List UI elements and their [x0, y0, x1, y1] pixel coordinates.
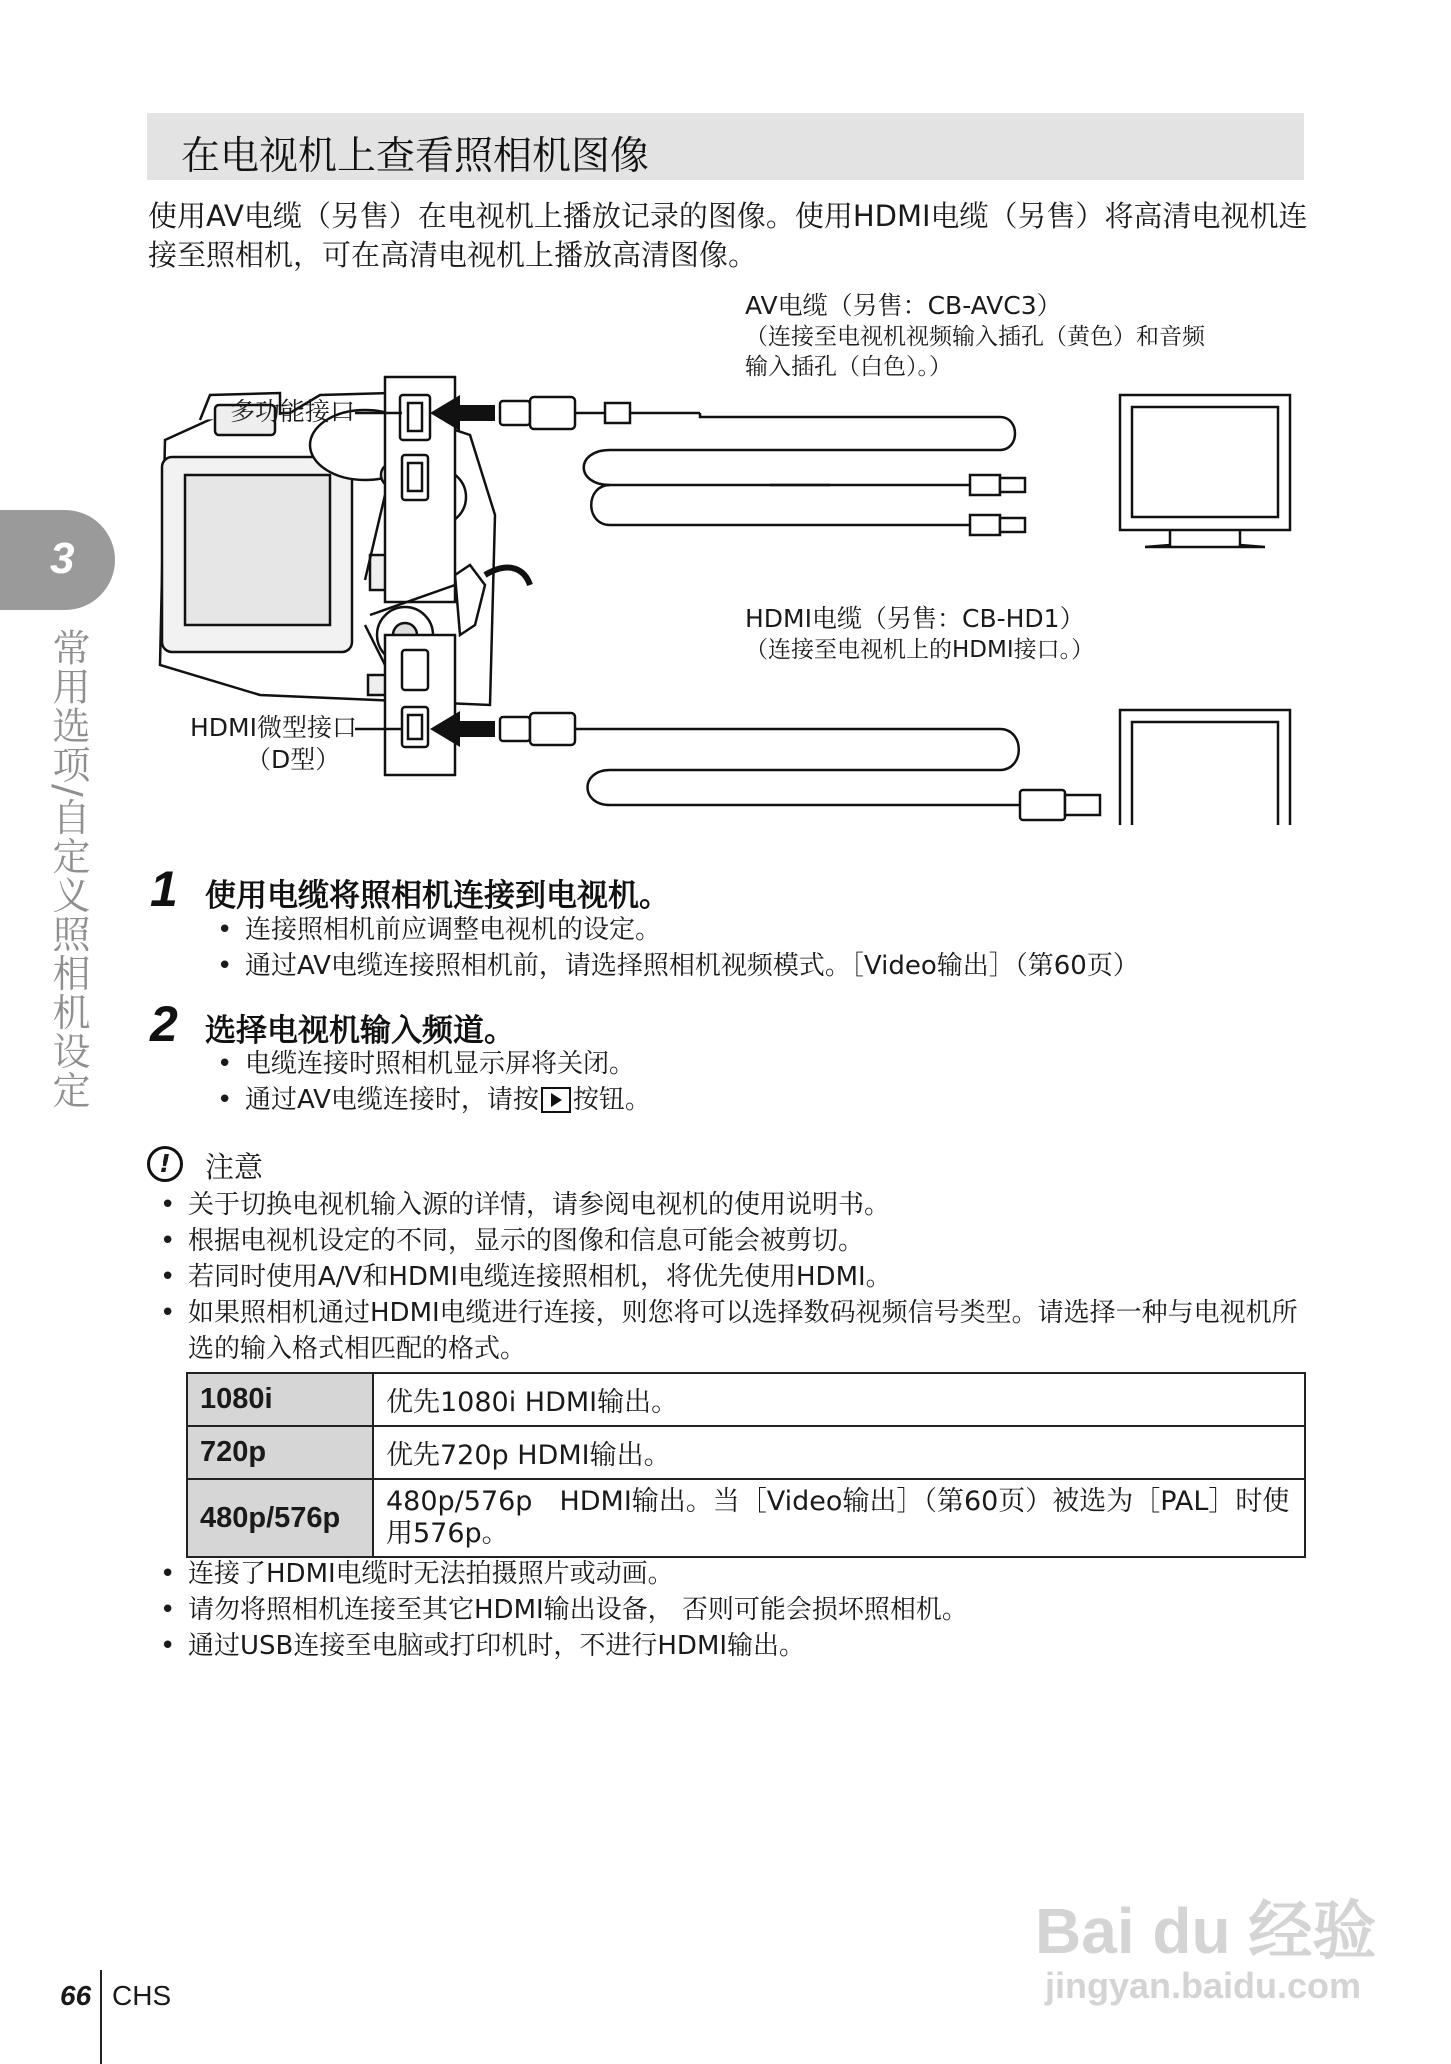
format-desc-cell: 480p/576p HDMI输出。当［Video输出］（第60页）被选为［PAL］时使用576p。 — [373, 1479, 1305, 1557]
hdmi-format-table — [186, 1372, 1306, 1558]
table-row — [187, 1373, 1305, 1426]
note-bullet-5: • 连接了HDMI电缆时无法拍摄照片或动画。 — [188, 1556, 1303, 1592]
step-1-bullet-1: • 连接照相机前应调整电视机的设定。 — [245, 912, 661, 948]
intro-paragraph: 使用AV电缆（另售）在电视机上播放记录的图像。使用HDMI电缆（另售）将高清电视机连接至照相机，可在高清电视机上播放高清图像。 — [148, 199, 1308, 272]
step-1-title: 使用电缆将照相机连接到电视机。 — [205, 878, 670, 914]
caution-icon: ! — [147, 1146, 183, 1182]
connection-diagram — [140, 285, 1320, 825]
format-desc-cell: 优先1080i HDMI输出。 — [373, 1373, 1305, 1426]
av-cable-note-1: （连接至电视机视频输入插孔（黄色）和音频 — [745, 324, 1205, 350]
step-1-number: 1 — [150, 861, 178, 917]
playback-button-icon — [541, 1087, 571, 1113]
format-cell: 1080i — [187, 1373, 373, 1426]
multi-port-label: 多功能接口 — [230, 397, 356, 426]
hdmi-cable-label: HDMI电缆（另售：CB-HD1） — [745, 604, 1085, 633]
table-row — [187, 1479, 1305, 1557]
note-title: 注意 — [205, 1150, 264, 1184]
page-number: 66 — [60, 1980, 92, 2011]
format-cell: 720p — [187, 1426, 373, 1479]
step-2-bullet-2-text-b: 按钮。 — [572, 1085, 651, 1115]
format-desc-cell: 优先720p HDMI输出。 — [373, 1426, 1305, 1479]
page-language: CHS — [112, 1980, 172, 2011]
note-bullet-7: • 通过USB连接至电脑或打印机时，不进行HDMI输出。 — [188, 1628, 1303, 1664]
chapter-title-vertical: 常用选项/自定义照相机设定 — [46, 628, 90, 1110]
hdmi-cable-note: （连接至电视机上的HDMI接口。） — [745, 637, 1095, 663]
section-title-bar — [147, 113, 1304, 180]
format-cell: 480p/576p — [187, 1479, 373, 1557]
hdmi-port-type-label: （D型） — [246, 745, 341, 774]
footer-divider — [100, 1970, 102, 2064]
av-cable-note-2: 输入插孔（白色）。） — [745, 354, 952, 380]
watermark-url: jingyan.baidu.com — [1045, 1965, 1362, 2006]
step-1-bullet-2: • 通过AV电缆连接照相机前，请选择照相机视频模式。［Video输出］（第60页） — [245, 948, 1139, 984]
watermark-brand: Bai du 经验 — [1035, 1895, 1377, 1967]
note-bullet-1: • 关于切换电视机输入源的详情，请参阅电视机的使用说明书。 — [188, 1187, 1303, 1223]
chapter-number: 3 — [50, 534, 75, 583]
note-bullet-6: • 请勿将照相机连接至其它HDMI输出设备， 否则可能会损坏照相机。 — [188, 1592, 1303, 1628]
chapter-tab — [0, 510, 115, 610]
note-bullet-4: • 如果照相机通过HDMI电缆进行连接，则您将可以选择数码视频信号类型。请选择一种与电视机所选的输入格式相匹配的格式。 — [188, 1295, 1303, 1367]
hdmi-port-label: HDMI微型接口 — [190, 713, 357, 742]
camera-illustration — [160, 393, 530, 705]
step-2-bullet-2-text-a: • 通过AV电缆连接时，请按 — [245, 1085, 539, 1115]
step-2-bullet-1: • 电缆连接时照相机显示屏将关闭。 — [245, 1046, 635, 1082]
table-row — [187, 1426, 1305, 1479]
av-cable-label: AV电缆（另售：CB-AVC3） — [745, 291, 1062, 320]
step-2-number: 2 — [150, 996, 178, 1052]
step-2-bullet-2 — [245, 1082, 651, 1118]
step-2-title: 选择电视机输入频道。 — [205, 1013, 515, 1049]
section-title: 在电视机上查看照相机图像 — [181, 134, 650, 179]
note-bullet-3: • 若同时使用A/V和HDMI电缆连接照相机，将优先使用HDMI。 — [188, 1259, 1303, 1295]
note-bullet-2: • 根据电视机设定的不同，显示的图像和信息可能会被剪切。 — [188, 1223, 1303, 1259]
